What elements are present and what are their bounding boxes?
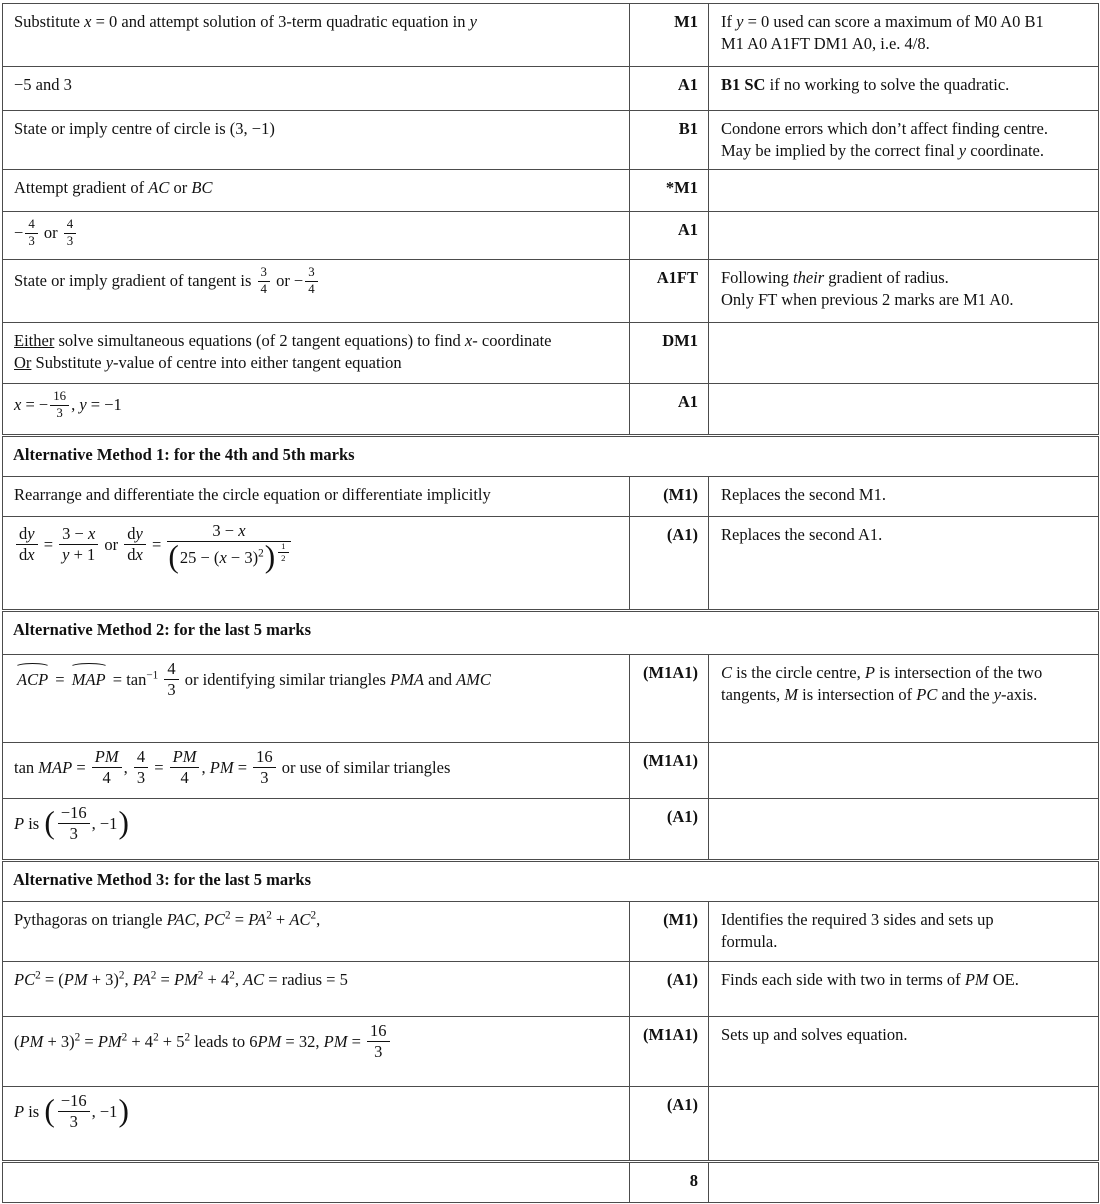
answer-cell: −5 and 3: [3, 67, 630, 111]
answer-cell: Attempt gradient of AC or BC: [3, 170, 630, 212]
mark-row: [3, 799, 1099, 861]
section-title: Alternative Method 2: for the last 5 marks: [3, 611, 1099, 655]
comment-cell: [709, 384, 1099, 436]
section-title: Alternative Method 1: for the 4th and 5th marks: [3, 436, 1099, 477]
mark-cell: A1: [630, 212, 709, 260]
mark-cell: (M1): [630, 902, 709, 962]
empty-cell: [709, 1162, 1099, 1203]
mark-row: [3, 4, 1099, 67]
answer-cell: Rearrange and differentiate the circle equation or differentiate implicitly: [3, 477, 630, 517]
comment-cell: Finds each side with two in terms of PM OE.: [709, 962, 1099, 1017]
section-header-row: [3, 611, 1099, 655]
mark-cell: *M1: [630, 170, 709, 212]
mark-cell: B1: [630, 111, 709, 170]
comment-cell: Replaces the second M1.: [709, 477, 1099, 517]
comment-cell: [709, 799, 1099, 861]
mark-row: [3, 962, 1099, 1017]
answer-cell: State or imply gradient of tangent is $\frac{3}{4}$ or − $\frac{3}{4}$: [3, 260, 630, 323]
mark-cell: (M1A1): [630, 743, 709, 799]
mark-cell: A1FT: [630, 260, 709, 323]
answer-cell: P is ( $\frac{-16}{3}$ , −1): [3, 1087, 630, 1162]
mark-row: [3, 67, 1099, 111]
mark-row: [3, 111, 1099, 170]
comment-cell: [709, 323, 1099, 384]
answer-cell: − $\frac{4}{3}$ or $\frac{4}{3}$: [3, 212, 630, 260]
comment-cell: If y = 0 used can score a maximum of M0 A0 B1 M1 A0 A1FT DM1 A0, i.e. 4/8.: [709, 4, 1099, 67]
total-row: [3, 1162, 1099, 1203]
comment-cell: Following their gradient of radius. Only FT when previous 2 marks are M1 A0.: [709, 260, 1099, 323]
mark-scheme-table: [2, 3, 1099, 1203]
comment-cell: B1 SC if no working to solve the quadratic.: [709, 67, 1099, 111]
mark-row: [3, 743, 1099, 799]
mark-row: [3, 655, 1099, 743]
comment-cell: Replaces the second A1.: [709, 517, 1099, 611]
mark-cell: (A1): [630, 799, 709, 861]
comment-cell: [709, 212, 1099, 260]
answer-cell: P is ( $\frac{-16}{3}$ , −1): [3, 799, 630, 861]
comment-cell: Condone errors which don’t affect finding centre. May be implied by the correct final y coordinate.: [709, 111, 1099, 170]
comment-cell: Sets up and solves equation.: [709, 1017, 1099, 1087]
mark-cell: DM1: [630, 323, 709, 384]
comment-cell: C is the circle centre, P is intersection of the two tangents, M is intersection of PC and the y-axis.: [709, 655, 1099, 743]
mark-row: [3, 384, 1099, 436]
mark-cell: A1: [630, 384, 709, 436]
mark-row: [3, 170, 1099, 212]
section-header-row: [3, 436, 1099, 477]
answer-cell: tan MAP = $\frac{PM}{4}$ , $\frac{4}{3}$ = $\frac{PM}{4}$ , PM = $\frac{16}{3}$ or use of similar triangles: [3, 743, 630, 799]
mark-cell: (A1): [630, 517, 709, 611]
comment-cell: [709, 170, 1099, 212]
mark-cell: (M1): [630, 477, 709, 517]
mark-row: [3, 212, 1099, 260]
comment-cell: [709, 743, 1099, 799]
comment-cell: [709, 1087, 1099, 1162]
mark-row: [3, 1087, 1099, 1162]
answer-cell: Either solve simultaneous equations (of 2 tangent equations) to find x- coordinate Or Substitute y-value of centre into either tangent equation: [3, 323, 630, 384]
section-header-row: [3, 861, 1099, 902]
answer-cell: $(PM + 3)^2 = PM^2 + 4^2 + 5^2$ leads to 6PM = 32, PM = $\frac{16}{3}$: [3, 1017, 630, 1087]
mark-row: [3, 1017, 1099, 1087]
total-marks: 8: [630, 1162, 709, 1203]
mark-row: [3, 477, 1099, 517]
answer-cell: $PC^2 = (PM + 3)^2$, $PA^2 = PM^2 + 4^2$, AC = radius = 5: [3, 962, 630, 1017]
section-title: Alternative Method 3: for the last 5 marks: [3, 861, 1099, 902]
answer-cell: State or imply centre of circle is (3, −1): [3, 111, 630, 170]
answer-cell: x = − $\frac{16}{3}$ , y = −1: [3, 384, 630, 436]
answer-cell: $\frac{dy}{dx}$ = $\frac{3 - x}{y + 1}$ or $\frac{dy}{dx}$ = 3 − x $(25 - (x - 3)^2)$ $^{\frac{1}{2}}$: [3, 517, 630, 611]
mark-row: [3, 260, 1099, 323]
mark-row: [3, 902, 1099, 962]
comment-cell: Identifies the required 3 sides and sets up formula.: [709, 902, 1099, 962]
mark-row: [3, 517, 1099, 611]
answer-cell: ACP = MAP = $\tan^{-1}$ $\frac{4}{3}$ or identifying similar triangles PMA and AMC: [3, 655, 630, 743]
answer-cell: Substitute x = 0 and attempt solution of 3-term quadratic equation in y: [3, 4, 630, 67]
empty-cell: [3, 1162, 630, 1203]
mark-cell: A1: [630, 67, 709, 111]
mark-cell: (M1A1): [630, 1017, 709, 1087]
mark-cell: (A1): [630, 1087, 709, 1162]
mark-cell: M1: [630, 4, 709, 67]
mark-row: [3, 323, 1099, 384]
mark-cell: (A1): [630, 962, 709, 1017]
mark-cell: (M1A1): [630, 655, 709, 743]
answer-cell: Pythagoras on triangle PAC, $PC^2 = PA^2 + AC^2$,: [3, 902, 630, 962]
